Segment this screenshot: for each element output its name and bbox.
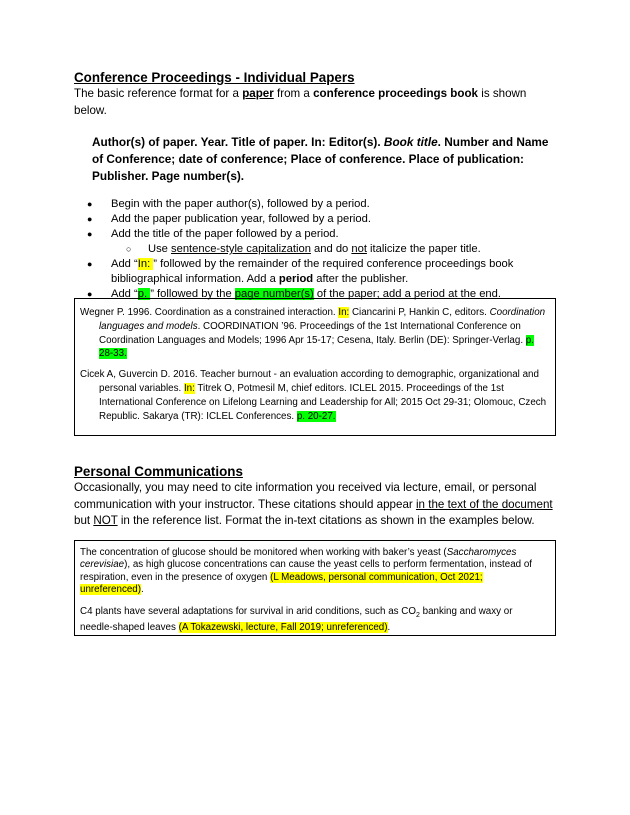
example-text: C4 plants have several adaptations for survival in arid conditions, such as CO (80, 605, 416, 617)
list-item-text: italicize the paper title. (366, 243, 481, 255)
intro-text: The basic reference format for a (74, 87, 243, 100)
subscript-2: 2 (416, 611, 420, 619)
reference-text: Ciancarini P, Hankin C, editors. (349, 307, 490, 318)
reference-text: Wegner P. 1996. Coordination as a constrained interaction. (80, 307, 339, 318)
example-text: The concentration of glucose should be monitored when working with baker’s yeast ( (80, 547, 447, 558)
paragraph-text: in the reference list. Format the in-text citations as shown in the examples below. (117, 514, 535, 527)
intro-text: from a (273, 87, 314, 100)
emphasis-period: period (278, 273, 314, 285)
reference-book-title: Coordination languages and models (99, 307, 546, 332)
section-heading-conference: Conference Proceedings - Individual Papers (74, 70, 355, 85)
format-text: . Number and Name of Conference; date of conference; Place of conference. Place of publication: Publisher. Page number(s). (92, 135, 549, 183)
example-text: banking and waxy or needle-shaped leaves (80, 605, 513, 633)
highlight-p: p. (137, 288, 151, 300)
list-item-text: Add “ (111, 288, 138, 300)
list-item-text: Begin with the paper author(s), followed by a period. (111, 198, 370, 210)
paragraph-text: Occasionally, you may need to cite information you received via lecture, email, or personal communication with your instructor. These citations should appear (74, 481, 537, 511)
reference-format-template (92, 134, 560, 185)
reference-text: Cicek A, Guvercin D. 2016. Teacher burnout - an evaluation according to demographic, organizational and personal variables. (80, 369, 539, 394)
highlight-in: In: (137, 258, 154, 270)
conference-section (74, 70, 559, 302)
sub-list-item (105, 242, 559, 257)
species-name: Saccharomyces cerevisiae (80, 547, 517, 571)
in-text-example-2 (80, 606, 547, 635)
example-text: . (141, 584, 144, 596)
list-item-text: Use (148, 243, 172, 255)
example-text: ), as high glucose concentrations can cause the yeast cells to perform fermentation, instead of respiration, even in the presence of oxygen (80, 559, 532, 583)
intro-text: is shown below. (74, 87, 527, 117)
highlight-in: In: (338, 307, 350, 318)
list-item (74, 257, 559, 287)
reference-example-2 (80, 368, 547, 423)
highlight-page-numbers: page number(s) (234, 288, 314, 300)
highlight-citation: (A Tokazewski, lecture, Fall 2019; unreferenced) (178, 621, 388, 633)
list-item-text: ” followed by the remainder of the required conference proceedings book bibliographical information. Add a (111, 258, 514, 285)
reference-text: Titrek O, Potmesil M, chief editors. ICLEL 2015. Proceedings of the 1st International Conference on Lifelong Learning and Leadership for All; 2015 Oct 29-31; Olomouc, Czech Republic. Sakarya (TR): ICLEL Conferences. (99, 382, 547, 422)
intro-paragraph (74, 86, 559, 119)
list-item (74, 197, 559, 212)
list-item-text: Add the title of the paper followed by a period. (111, 228, 339, 240)
list-item-text: ” followed by the (150, 288, 235, 300)
list-item-text: after the publisher. (313, 273, 409, 285)
in-text-examples-box (74, 540, 556, 636)
intro-book-phrase: conference proceedings book (313, 87, 479, 100)
personal-communications-section (74, 464, 559, 530)
highlight-pages: p. 28-33. (99, 334, 534, 360)
example-text: . (387, 621, 391, 633)
personal-paragraph (74, 480, 559, 530)
list-item-text: of the paper; add a period at the end. (313, 288, 501, 300)
format-text: Author(s) of paper. Year. Title of paper. In: Editor(s). (92, 135, 384, 149)
highlight-pages: p. 20-27. (296, 410, 336, 422)
intro-paper-word: paper (242, 87, 274, 100)
in-text-example-1 (80, 547, 547, 597)
instruction-list (74, 197, 559, 302)
list-item-text: Add the paper publication year, followed by a period. (111, 213, 371, 225)
format-book-title: Book title (383, 135, 438, 149)
reference-text: . COORDINATION ’96. Proceedings of the 1st International Conference on Coordination Languages and Models; 1996 Apr 15-17; Cesena, Italy. Berlin (DE): Springer-Verlag. (99, 320, 526, 346)
list-item-text: Add “ (111, 258, 138, 270)
sub-list (111, 242, 559, 257)
highlight-in: In: (183, 382, 195, 394)
reference-example-1 (80, 306, 547, 361)
highlight-citation: (L Meadows, personal communication, Oct 2021; unreferenced) (80, 571, 483, 596)
emphasis-not: NOT (93, 514, 118, 527)
emphasis-in-text: in the text of the document (415, 497, 553, 511)
paragraph-text: but (74, 514, 94, 527)
sentence-style-capitalization-link[interactable]: sentence-style capitalization (171, 243, 311, 255)
reference-examples-box (74, 298, 556, 436)
section-heading-personal: Personal Communications (74, 464, 243, 479)
list-item (74, 212, 559, 227)
list-item (74, 227, 559, 257)
list-item-text: and do (310, 243, 352, 255)
emphasis-not: not (351, 243, 367, 255)
